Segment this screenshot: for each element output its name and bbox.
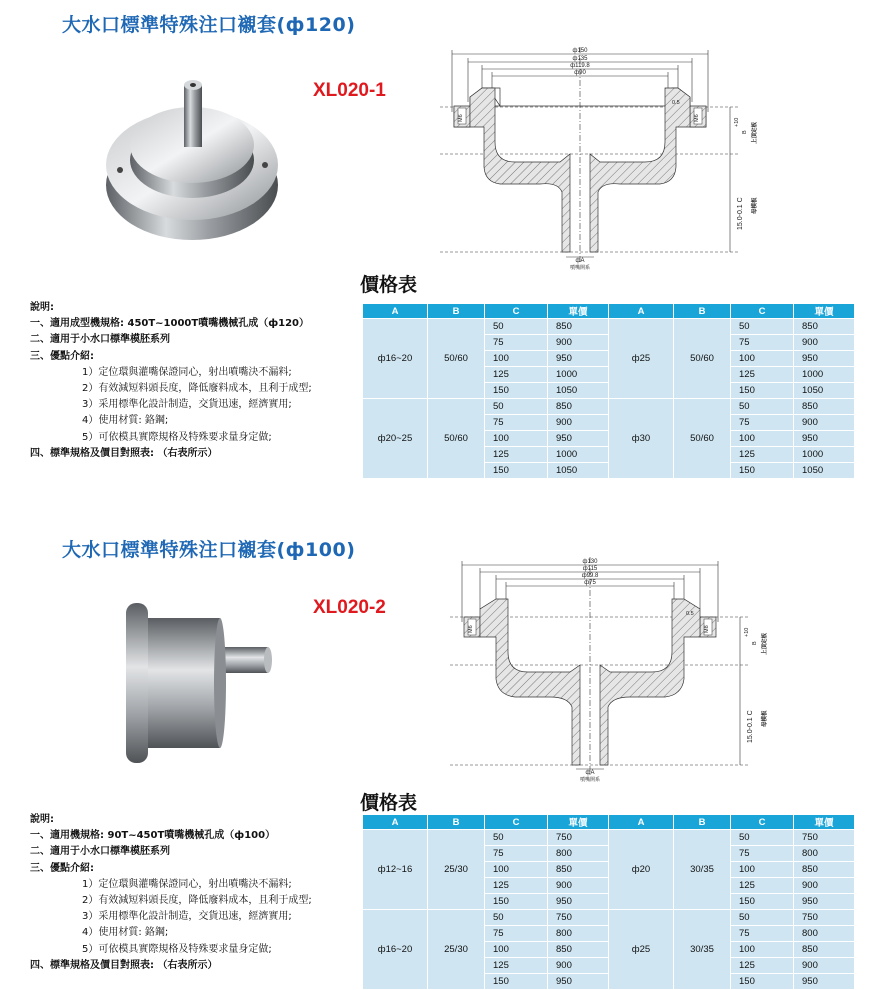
description-item: 二、適用于小水口標準模胚系列: [30, 334, 170, 346]
cell-price: 850: [794, 942, 855, 958]
chamfer-label: 0.5: [686, 611, 694, 617]
cell-price: 900: [794, 958, 855, 974]
cell-c: 150: [731, 383, 794, 399]
cell-c: 50: [731, 399, 794, 415]
plate-top-label: 上頂定板: [752, 121, 758, 144]
cell-c: 50: [485, 910, 548, 926]
description-item: 一、適用機規格: 90T~450T噴嘴機械孔成（ф100）: [30, 830, 276, 842]
dim-plus10: +10: [744, 627, 750, 637]
cell-b: 25/30: [428, 910, 485, 990]
dim-c: 15.0-0.1 C: [737, 197, 744, 230]
description-subitem: 4）使用材質: 鉻鋼;: [82, 415, 169, 427]
cell-b: 30/35: [674, 830, 731, 910]
price-table-title: 價格表: [360, 792, 418, 814]
cell-c: 125: [485, 958, 548, 974]
cell-a: ф20~25: [363, 399, 428, 479]
cell-price: 900: [794, 335, 855, 351]
table-header-row: [363, 304, 855, 319]
cell-c: 75: [485, 335, 548, 351]
cell-price: 950: [548, 431, 609, 447]
technical-drawing: [440, 42, 780, 270]
cell-price: 950: [548, 894, 609, 910]
cell-b: 25/30: [428, 830, 485, 910]
cell-c: 75: [731, 926, 794, 942]
cell-price: 950: [794, 894, 855, 910]
cell-c: 50: [485, 830, 548, 846]
thread-right: M8: [704, 625, 710, 633]
cell-a: ф25: [609, 319, 674, 399]
cell-c: 100: [485, 351, 548, 367]
cell-c: 100: [485, 862, 548, 878]
cell-a: ф25: [609, 910, 674, 990]
cell-c: 75: [731, 335, 794, 351]
price-table: [362, 814, 855, 990]
dim-3: ф99.8: [581, 573, 599, 579]
cell-price: 800: [548, 926, 609, 942]
thread-left: M6: [458, 114, 464, 122]
product-photo: [118, 573, 278, 773]
cell-b: 30/35: [674, 910, 731, 990]
description-heading: 說明:: [30, 814, 54, 825]
cell-c: 75: [485, 415, 548, 431]
description-subitem: 2）有效減短料頭長度，降低廢料成本，且利于成型;: [82, 383, 312, 395]
cell-price: 900: [548, 878, 609, 894]
cell-a: ф20: [609, 830, 674, 910]
description-subitem: 1）定位環與灌嘴保證同心，射出噴嘴決不漏料;: [82, 878, 292, 890]
table-header: A: [609, 304, 674, 319]
cell-a: ф12~16: [363, 830, 428, 910]
chamfer-label: 0.5: [672, 100, 680, 106]
description-subitem: 4）使用材質: 鉻鋼;: [82, 927, 169, 939]
cell-b: 50/60: [674, 319, 731, 399]
cell-c: 75: [731, 415, 794, 431]
description-item: 三、優點介紹:: [30, 350, 94, 362]
product-title: 大水口標準特殊注口襯套(ф120): [62, 14, 356, 36]
table-row: [363, 399, 855, 415]
product-title: 大水口標準特殊注口襯套(ф100): [62, 539, 356, 561]
description-subitem: 5）可依模具實際規格及特殊要求量身定做;: [82, 943, 272, 955]
dim-b: B: [742, 130, 748, 134]
description-subitem: 5）可依模具實際規格及特殊要求量身定做;: [82, 431, 272, 443]
cell-price: 1000: [548, 447, 609, 463]
table-header: 單價: [548, 815, 609, 830]
thread-left: M6: [468, 625, 474, 633]
dim-b: B: [752, 641, 758, 645]
table-header: B: [674, 304, 731, 319]
description-item: 二、適用于小水口標準模胚系列: [30, 846, 170, 858]
cell-price: 900: [794, 878, 855, 894]
description-subitem: 2）有效減短料頭長度，降低廢料成本，且利于成型;: [82, 895, 312, 907]
cell-c: 150: [485, 974, 548, 990]
cell-c: 125: [731, 958, 794, 974]
cell-b: 50/60: [428, 319, 485, 399]
cell-price: 1050: [794, 463, 855, 479]
description-item: 一、適用成型機規格: 450T~1000T噴嘴機械孔成（ф120）: [30, 318, 310, 330]
table-header: B: [428, 304, 485, 319]
technical-drawing: [440, 547, 780, 782]
bore-dim: фA: [585, 770, 595, 776]
cell-price: 950: [794, 974, 855, 990]
dim-c: 15.0-0.1 C: [747, 710, 754, 743]
table-header: B: [674, 815, 731, 830]
cell-b: 50/60: [428, 399, 485, 479]
table-header: A: [363, 304, 428, 319]
cell-price: 850: [548, 862, 609, 878]
description-block: [30, 812, 365, 974]
cell-c: 75: [485, 846, 548, 862]
cell-price: 1000: [794, 367, 855, 383]
cell-price: 1050: [548, 383, 609, 399]
cell-price: 950: [794, 431, 855, 447]
description-subitem: 1）定位環與灌嘴保證同心，射出噴嘴決不漏料;: [82, 366, 292, 378]
cell-b: 50/60: [674, 399, 731, 479]
description-item: 四、標準規格及價目對照表: （右表所示）: [30, 447, 218, 459]
cell-price: 850: [794, 862, 855, 878]
description-item: 三、優點介紹:: [30, 862, 94, 874]
dim-1: ф130: [582, 559, 598, 565]
dim-2: ф115: [582, 566, 598, 572]
dim-3: ф119.8: [570, 63, 590, 69]
plate-top-label: 上頂定板: [762, 632, 768, 655]
cell-price: 750: [548, 910, 609, 926]
product-section-xl020-2: [0, 525, 880, 989]
dim-plus10: +10: [734, 117, 740, 127]
dim-4: ф90: [574, 70, 586, 76]
cell-c: 125: [731, 367, 794, 383]
table-header: C: [485, 815, 548, 830]
table-header: C: [731, 304, 794, 319]
cell-c: 150: [485, 383, 548, 399]
cell-c: 50: [731, 910, 794, 926]
description-heading: 說明:: [30, 302, 54, 313]
cell-price: 900: [794, 415, 855, 431]
description-block: [30, 300, 365, 462]
cell-price: 750: [548, 830, 609, 846]
cell-c: 100: [731, 351, 794, 367]
cell-price: 1000: [548, 367, 609, 383]
cell-a: ф16~20: [363, 319, 428, 399]
cell-price: 1050: [794, 383, 855, 399]
cell-c: 50: [485, 399, 548, 415]
dim-2: ф135: [572, 56, 588, 62]
thread-right: M6: [694, 114, 700, 122]
price-table-title: 價格表: [360, 274, 418, 296]
bore-dim: фA: [575, 258, 585, 264]
table-row: [363, 319, 855, 335]
table-header: 單價: [794, 304, 855, 319]
plate-bottom-label: 母模板: [752, 197, 758, 214]
model-number: XL020-1: [313, 80, 386, 101]
cell-price: 950: [548, 974, 609, 990]
bore-label: 噴嘴開系: [569, 265, 591, 270]
description-item: 四、標準規格及價目對照表: （右表所示）: [30, 959, 218, 971]
price-table: [362, 303, 855, 479]
product-section-xl020-1: [0, 0, 880, 490]
cell-price: 1000: [794, 447, 855, 463]
cell-c: 100: [731, 942, 794, 958]
cell-c: 100: [731, 431, 794, 447]
cell-c: 50: [731, 319, 794, 335]
cell-c: 125: [485, 447, 548, 463]
table-header: A: [363, 815, 428, 830]
cell-price: 750: [794, 910, 855, 926]
cell-price: 800: [794, 926, 855, 942]
table-header: B: [428, 815, 485, 830]
cell-c: 150: [731, 463, 794, 479]
table-header: 單價: [794, 815, 855, 830]
cell-price: 900: [548, 958, 609, 974]
cell-price: 800: [794, 846, 855, 862]
table-header: A: [609, 815, 674, 830]
cell-price: 850: [794, 319, 855, 335]
cell-c: 125: [485, 878, 548, 894]
cell-c: 150: [485, 894, 548, 910]
cell-c: 150: [731, 974, 794, 990]
cell-price: 900: [548, 335, 609, 351]
cell-c: 75: [731, 846, 794, 862]
plate-bottom-label: 母模板: [762, 710, 768, 727]
cell-c: 100: [485, 942, 548, 958]
table-row: [363, 830, 855, 846]
product-photo: [100, 60, 280, 245]
cell-price: 950: [794, 351, 855, 367]
cell-price: 850: [548, 942, 609, 958]
table-row: [363, 910, 855, 926]
cell-price: 850: [548, 399, 609, 415]
cell-c: 125: [731, 447, 794, 463]
table-header: 單價: [548, 304, 609, 319]
table-header-row: [363, 815, 855, 830]
cell-price: 800: [548, 846, 609, 862]
bore-label: 噴嘴開系: [579, 777, 601, 782]
dim-1: ф150: [572, 48, 588, 54]
cell-c: 50: [485, 319, 548, 335]
cell-c: 125: [485, 367, 548, 383]
cell-price: 1050: [548, 463, 609, 479]
cell-price: 850: [794, 399, 855, 415]
table-header: C: [485, 304, 548, 319]
description-subitem: 3）采用標準化設計制造，交貨迅速，經濟實用;: [82, 399, 292, 411]
cell-price: 750: [794, 830, 855, 846]
cell-a: ф16~20: [363, 910, 428, 990]
cell-c: 150: [731, 894, 794, 910]
cell-a: ф30: [609, 399, 674, 479]
description-subitem: 3）采用標準化設計制造，交貨迅速，經濟實用;: [82, 911, 292, 923]
cell-c: 100: [485, 431, 548, 447]
model-number: XL020-2: [313, 597, 386, 618]
cell-c: 100: [731, 862, 794, 878]
cell-c: 150: [485, 463, 548, 479]
cell-price: 950: [548, 351, 609, 367]
cell-price: 900: [548, 415, 609, 431]
cell-price: 850: [548, 319, 609, 335]
cell-c: 50: [731, 830, 794, 846]
dim-4: ф75: [584, 580, 596, 586]
table-header: C: [731, 815, 794, 830]
cell-c: 75: [485, 926, 548, 942]
cell-c: 125: [731, 878, 794, 894]
